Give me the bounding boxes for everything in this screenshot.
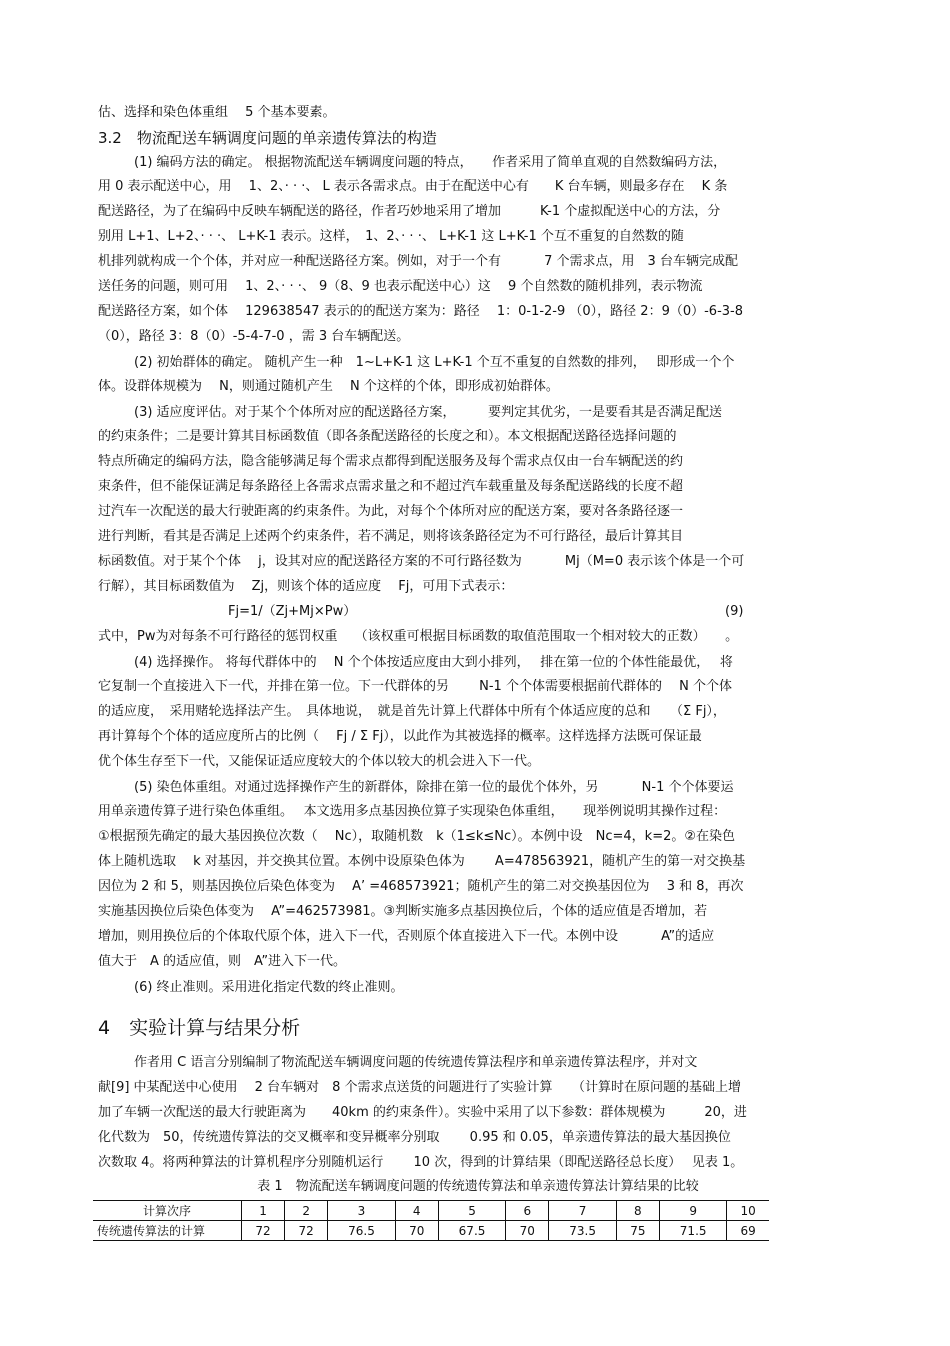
table-header-cell: 7 [549, 1201, 616, 1221]
paragraph-line: 进行判断，看其是否满足上述两个约束条件，若不满足，则将该条路径定为不可行路径，最后计算其目 [98, 529, 684, 544]
paragraph-line: 的适应度， 采用赌轮选择法产生。 具体地说， 就是首先计算上代群体中所有个体适应度的总和 （Σ Fj）， [98, 704, 726, 719]
paragraph-line: 次数取 4。将两种算法的计算机程序分别随机运行 10 次，得到的计算结果（即配送路径总长度） 见表 1。 [98, 1155, 744, 1170]
paragraph-line: 化代数为 50，传统遗传算法的交叉概率和变异概率分别取 0.95 和 0.05，单亲遗传算法的最大基因换位 [98, 1130, 731, 1145]
paragraph-line: 优个体生存至下一代，又能保证适应度较大的个体以较大的机会进入下一代。 [98, 754, 541, 769]
paragraph-line: 束条件，但不能保证满足每条路径上各需求点需求量之和不超过汽车载重量及每条配送路线的长度不超 [98, 479, 684, 494]
table-row [93, 1221, 769, 1241]
paragraph-line: 献[9] 中某配送中心使用 2 台车辆对 8 个需求点送货的问题进行了实验计算 （计算时在原问题的基础上增 [98, 1080, 741, 1095]
formula-number: (9) [725, 604, 744, 619]
table-header-cell: 10 [727, 1201, 769, 1221]
table-cell: 73.5 [549, 1221, 616, 1241]
paragraph-line: 再计算每个个体的适应度所占的比例（ Fj / Σ Fj），以此作为其被选择的概率。这样选择方法既可保证最 [98, 729, 702, 744]
paragraph-line: 配送路径方案，如个体 129638547 表示的的配送方案为：路径 1：0-1-2-9 （0），路径 2：9（0）-6-3-8 [98, 304, 743, 319]
paragraph-line: （0），路径 3：8（0）-5-4-7-0 ，需 3 台车辆配送。 [98, 329, 410, 344]
table-cell: 67.5 [438, 1221, 505, 1241]
table-cell: 72 [242, 1221, 285, 1241]
table-header-cell: 5 [438, 1201, 505, 1221]
table-caption: 表 1 物流配送车辆调度问题的传统遗传算法和单亲遗传算法计算结果的比较 [257, 1179, 699, 1194]
paragraph-line: (2) 初始群体的确定。 随机产生一种 1~L+K-1 这 L+K-1 个互不重复的自然数的排列， 即形成一个个 [134, 355, 735, 370]
paragraph-line: 它复制一个直接进入下一代，并排在第一位。下一代群体的另 N-1 个个体需要根据前代群体的 N 个个体 [98, 679, 732, 694]
paragraph-line: (4) 选择操作。 将每代群体中的 N 个个体按适应度由大到小排列， 排在第一位的个体性能最优， 将 [134, 655, 733, 670]
table-cell: 70 [506, 1221, 549, 1241]
paragraph-line: 的约束条件；二是要计算其目标函数值（即各条配送路径的长度之和）。本文根据配送路径选择问题的 [98, 429, 677, 444]
table-header-cell: 8 [616, 1201, 659, 1221]
results-table [93, 1200, 769, 1241]
paragraph-line: 特点所确定的编码方法，隐含能够满足每个需求点都得到配送服务及每个需求点仅由一台车辆配送的约 [98, 454, 684, 469]
formula-9: Fj=1/（Zj+Mj×Pw） [228, 604, 357, 619]
table-cell: 76.5 [328, 1221, 395, 1241]
paragraph-line: 行解），其目标函数值为 Zj，则该个体的适应度 Fj，可用下式表示： [98, 579, 514, 594]
table-cell: 69 [727, 1221, 769, 1241]
table-header-row [93, 1201, 769, 1221]
paragraph-line: 送任务的问题，则可用 1、2、· · ·、 9（8、9 也表示配送中心）这 9 个自然数的随机排列，表示物流 [98, 279, 703, 294]
paragraph-line: (5) 染色体重组。对通过选择操作产生的新群体，除排在第一位的最优个体外，另 N-1 个个体要运 [134, 780, 734, 795]
paragraph-line: 增加，则用换位后的个体取代原个体，进入下一代，否则原个体直接进入下一代。本例中设 A”的适应 [98, 929, 715, 944]
paragraph-line: 标函数值。对于某个个体 j，设其对应的配送路径方案的不可行路径数为 Mj（M=0 表示该个体是一个可 [98, 554, 745, 569]
paragraph-line: 加了车辆一次配送的最大行驶距离为 40km 的约束条件）。实验中采用了以下参数：群体规模为 20，进 [98, 1105, 747, 1120]
paragraph-line: (6) 终止准则。采用进化指定代数的终止准则。 [134, 980, 404, 995]
table-header-cell: 6 [506, 1201, 549, 1221]
paragraph-line: 实施基因换位后染色体变为 A”=462573981。③判断实施多点基因换位后，个体的适应值是否增加，若 [98, 904, 708, 919]
paragraph-line: ①根据预先确定的最大基因换位次数（ Nc），取随机数 k（1≤k≤Nc）。本例中设 Nc=4，k=2。②在染色 [98, 829, 736, 844]
paragraph-line: 用单亲遗传算子进行染色体重组。 本文选用多点基因换位算子实现染色体重组， 现举例说明其操作过程： [98, 804, 727, 819]
paragraph-line: 估、选择和染色体重组 5 个基本要素。 [98, 105, 336, 120]
paragraph-line: 机排列就构成一个个体，并对应一种配送路径方案。例如，对于一个有 7 个需求点，用 3 台车辆完成配 [98, 254, 738, 269]
paragraph-line: 作者用 C 语言分别编制了物流配送车辆调度问题的传统遗传算法程序和单亲遗传算法程序，并对文 [134, 1055, 698, 1070]
paragraph-line: 过汽车一次配送的最大行驶距离的约束条件。为此，对每个个体所对应的配送方案，要对各条路径逐一 [98, 504, 684, 519]
section-heading-3-2: 3.2 物流配送车辆调度问题的单亲遗传算法的构造 [98, 129, 437, 147]
paragraph-line: 别用 L+1、L+2、· · ·、 L+K-1 表示。这样， 1、2、· · ·、 L+K-1 这 L+K-1 个互不重复的自然数的随 [98, 229, 684, 244]
paragraph-line: (1) 编码方法的确定。 根据物流配送车辆调度问题的特点， 作者采用了简单直观的自然数编码方法， [134, 155, 727, 170]
table-cell: 75 [616, 1221, 659, 1241]
table-row-label: 传统遗传算法的计算 [93, 1221, 242, 1241]
table-header-cell: 2 [285, 1201, 328, 1221]
table-cell: 70 [395, 1221, 438, 1241]
table-header-cell: 计算次序 [93, 1201, 242, 1221]
paragraph-line: 配送路径，为了在编码中反映车辆配送的路径，作者巧妙地采用了增加 K-1 个虚拟配送中心的方法，分 [98, 204, 721, 219]
table-cell: 71.5 [659, 1221, 726, 1241]
paragraph-line: 体。设群体规模为 N，则通过随机产生 N 个这样的个体，即形成初始群体。 [98, 379, 559, 394]
table-header-cell: 1 [242, 1201, 285, 1221]
table-header-cell: 4 [395, 1201, 438, 1221]
table-cell: 72 [285, 1221, 328, 1241]
paragraph-line: (3) 适应度评估。对于某个个体所对应的配送路径方案， 要判定其优劣，一是要看其是否满足配送 [134, 405, 723, 420]
section-heading-4: 4 实验计算与结果分析 [98, 1017, 301, 1039]
table-header-cell: 9 [659, 1201, 726, 1221]
paragraph-line: 体上随机选取 k 对基因，并交换其位置。本例中设原染色体为 A=478563921，随机产生的第一对交换基 [98, 854, 746, 869]
paragraph-line: 用 0 表示配送中心，用 1、2、· · ·、 L 表示各需求点。由于在配送中心有 K 台车辆，则最多存在 K 条 [98, 179, 728, 194]
paragraph-line: 因位为 2 和 5，则基因换位后染色体变为 A’ =468573921；随机产生的第二对交换基因位为 3 和 8，再次 [98, 879, 744, 894]
table-header-cell: 3 [328, 1201, 395, 1221]
paragraph-line: 值大于 A 的适应值，则 A”进入下一代。 [98, 954, 347, 969]
paragraph-line: 式中，Pw为对每条不可行路径的惩罚权重 （该权重可根据目标函数的取值范围取一个相对较大的正数） 。 [98, 629, 739, 644]
